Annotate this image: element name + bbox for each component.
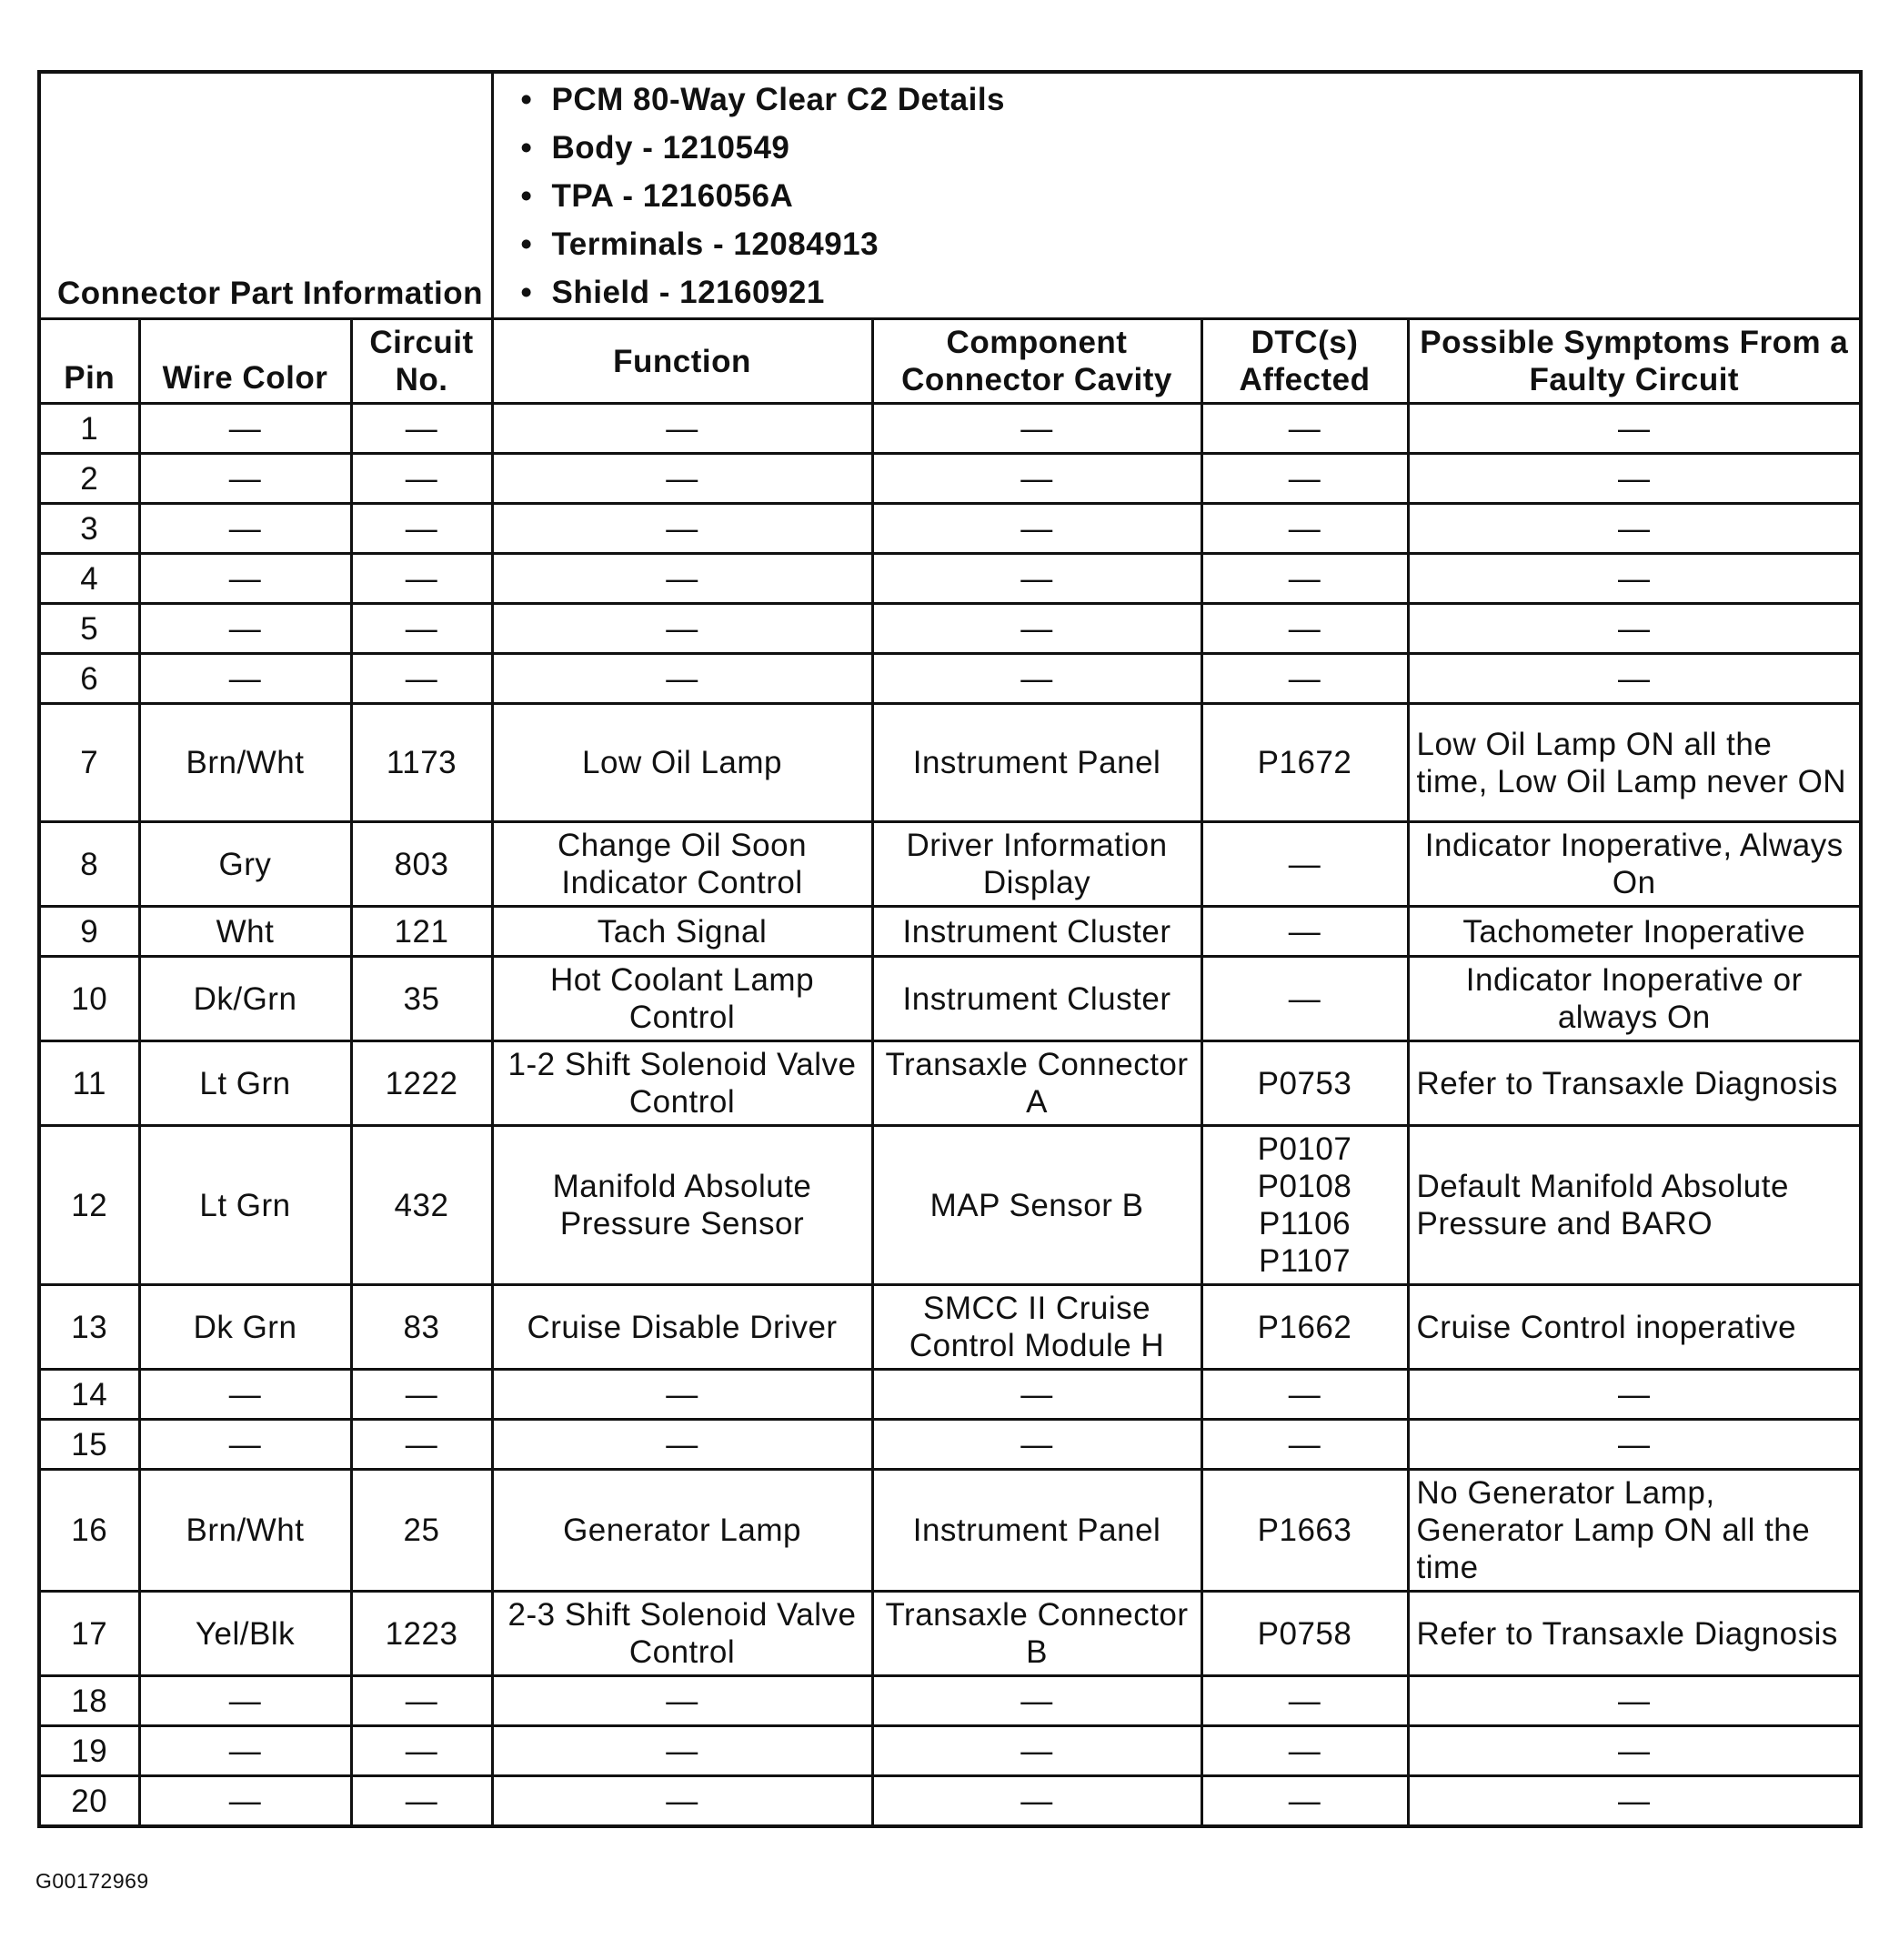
component-cavity-cell: Driver Information Display [872, 822, 1201, 907]
symptoms-cell: Refer to Transaxle Diagnosis [1408, 1041, 1861, 1126]
circuit-no-cell: 35 [351, 957, 492, 1041]
dtc-cell: P1662 [1201, 1285, 1408, 1370]
function-cell: — [492, 604, 872, 654]
dtc-cell: P0758 [1201, 1592, 1408, 1676]
table-row [39, 1676, 1861, 1726]
function-cell: 1-2 Shift Solenoid Valve Control [492, 1041, 872, 1126]
table-row [39, 454, 1861, 504]
symptoms-cell: Tachometer Inoperative [1408, 907, 1861, 957]
dtc-cell: — [1201, 504, 1408, 554]
component-cavity-cell: MAP Sensor B [872, 1126, 1201, 1285]
circuit-no-cell: 83 [351, 1285, 492, 1370]
table-row [39, 504, 1861, 554]
wire-color-cell: Dk Grn [139, 1285, 351, 1370]
function-cell: — [492, 554, 872, 604]
pin-cell: 18 [39, 1676, 139, 1726]
pin-cell: 7 [39, 704, 139, 822]
function-cell: Cruise Disable Driver [492, 1285, 872, 1370]
function-cell: — [492, 504, 872, 554]
dtc-cell: — [1201, 1726, 1408, 1776]
table-row [39, 704, 1861, 822]
pin-cell: 13 [39, 1285, 139, 1370]
function-cell: — [492, 1726, 872, 1776]
symptoms-cell: — [1408, 1776, 1861, 1827]
circuit-no-cell: — [351, 504, 492, 554]
circuit-no-cell: 25 [351, 1470, 492, 1592]
circuit-no-cell: — [351, 554, 492, 604]
function-cell: — [492, 1370, 872, 1420]
symptoms-cell: — [1408, 554, 1861, 604]
table-row [39, 822, 1861, 907]
symptoms-cell: — [1408, 1726, 1861, 1776]
col-header-circuit-no: Circuit No. [351, 319, 492, 404]
wire-color-cell: — [139, 404, 351, 454]
dtc-cell: — [1201, 404, 1408, 454]
function-cell: 2-3 Shift Solenoid Valve Control [492, 1592, 872, 1676]
col-header-pin: Pin [39, 319, 139, 404]
function-cell: — [492, 654, 872, 704]
component-cavity-cell: Instrument Panel [872, 704, 1201, 822]
symptoms-cell: — [1408, 654, 1861, 704]
component-cavity-cell: — [872, 1676, 1201, 1726]
connector-table-sheet [37, 70, 1859, 1828]
circuit-no-cell: 1223 [351, 1592, 492, 1676]
circuit-no-cell: — [351, 654, 492, 704]
figure-id-label: G00172969 [35, 1869, 149, 1893]
connector-details-list [552, 75, 1860, 317]
pin-cell: 19 [39, 1726, 139, 1776]
pin-cell: 11 [39, 1041, 139, 1126]
pin-cell: 14 [39, 1370, 139, 1420]
pin-cell: 9 [39, 907, 139, 957]
pin-cell: 12 [39, 1126, 139, 1285]
pin-cell: 5 [39, 604, 139, 654]
dtc-cell: — [1201, 907, 1408, 957]
wire-color-cell: — [139, 1370, 351, 1420]
circuit-no-cell: 1222 [351, 1041, 492, 1126]
dtc-cell: P1663 [1201, 1470, 1408, 1592]
dtc-cell: — [1201, 1776, 1408, 1827]
function-cell: — [492, 454, 872, 504]
wire-color-cell: Lt Grn [139, 1126, 351, 1285]
pin-cell: 15 [39, 1420, 139, 1470]
symptoms-cell: Indicator Inoperative, Always On [1408, 822, 1861, 907]
wire-color-cell: — [139, 454, 351, 504]
dtc-cell: — [1201, 1370, 1408, 1420]
table-row [39, 1470, 1861, 1592]
pin-cell: 1 [39, 404, 139, 454]
table-row [39, 554, 1861, 604]
component-cavity-cell: — [872, 1776, 1201, 1827]
pin-cell: 17 [39, 1592, 139, 1676]
table-row [39, 654, 1861, 704]
wire-color-cell: Brn/Wht [139, 704, 351, 822]
connector-detail-item: • Terminals - 12084913 [552, 220, 1860, 268]
dtc-cell: — [1201, 1420, 1408, 1470]
wire-color-cell: — [139, 604, 351, 654]
component-cavity-cell: — [872, 1726, 1201, 1776]
wire-color-cell: — [139, 654, 351, 704]
dtc-cell: — [1201, 822, 1408, 907]
table-row [39, 404, 1861, 454]
circuit-no-cell: — [351, 1726, 492, 1776]
symptoms-cell: — [1408, 454, 1861, 504]
symptoms-cell: Low Oil Lamp ON all the time, Low Oil Lamp never ON [1408, 704, 1861, 822]
component-cavity-cell: Instrument Cluster [872, 957, 1201, 1041]
circuit-no-cell: 803 [351, 822, 492, 907]
pin-cell: 20 [39, 1776, 139, 1827]
circuit-no-cell: — [351, 1420, 492, 1470]
dtc-cell: — [1201, 604, 1408, 654]
connector-details-cell [492, 72, 1861, 319]
connector-info-row [39, 72, 1861, 319]
component-cavity-cell: — [872, 654, 1201, 704]
circuit-no-cell: — [351, 1776, 492, 1827]
symptoms-cell: No Generator Lamp, Generator Lamp ON all the time [1408, 1470, 1861, 1592]
circuit-no-cell: 1173 [351, 704, 492, 822]
col-header-wire-color: Wire Color [139, 319, 351, 404]
symptoms-cell: Refer to Transaxle Diagnosis [1408, 1592, 1861, 1676]
circuit-no-cell: — [351, 1370, 492, 1420]
function-cell: Tach Signal [492, 907, 872, 957]
connector-table [37, 70, 1863, 1828]
symptoms-cell: — [1408, 1370, 1861, 1420]
col-header-symptoms: Possible Symptoms From a Faulty Circuit [1408, 319, 1861, 404]
table-row [39, 1041, 1861, 1126]
symptoms-cell: — [1408, 1676, 1861, 1726]
component-cavity-cell: — [872, 554, 1201, 604]
wire-color-cell: — [139, 554, 351, 604]
circuit-no-cell: 432 [351, 1126, 492, 1285]
column-header-row [39, 319, 1861, 404]
function-cell: Low Oil Lamp [492, 704, 872, 822]
function-cell: Generator Lamp [492, 1470, 872, 1592]
dtc-cell: P0107 P0108 P1106 P1107 [1201, 1126, 1408, 1285]
connector-detail-item: • Body - 1210549 [552, 124, 1860, 172]
function-cell: Hot Coolant Lamp Control [492, 957, 872, 1041]
symptoms-cell: — [1408, 404, 1861, 454]
connector-part-info-label: Connector Part Information [39, 72, 492, 319]
wire-color-cell: — [139, 1676, 351, 1726]
pin-cell: 10 [39, 957, 139, 1041]
table-row [39, 907, 1861, 957]
symptoms-cell: Default Manifold Absolute Pressure and BARO [1408, 1126, 1861, 1285]
symptoms-cell: Cruise Control inoperative [1408, 1285, 1861, 1370]
component-cavity-cell: SMCC II Cruise Control Module H [872, 1285, 1201, 1370]
pin-cell: 8 [39, 822, 139, 907]
function-cell: — [492, 1776, 872, 1827]
dtc-cell: P1672 [1201, 704, 1408, 822]
symptoms-cell: Indicator Inoperative or always On [1408, 957, 1861, 1041]
dtc-cell: — [1201, 1676, 1408, 1726]
table-row [39, 1592, 1861, 1676]
circuit-no-cell: — [351, 604, 492, 654]
function-cell: — [492, 404, 872, 454]
table-row [39, 1126, 1861, 1285]
component-cavity-cell: Instrument Panel [872, 1470, 1201, 1592]
col-header-component-cavity: Component Connector Cavity [872, 319, 1201, 404]
function-cell: Manifold Absolute Pressure Sensor [492, 1126, 872, 1285]
connector-detail-item: • PCM 80-Way Clear C2 Details [552, 75, 1860, 124]
function-cell: Change Oil Soon Indicator Control [492, 822, 872, 907]
wire-color-cell: Yel/Blk [139, 1592, 351, 1676]
wire-color-cell: Dk/Grn [139, 957, 351, 1041]
component-cavity-cell: — [872, 454, 1201, 504]
dtc-cell: — [1201, 554, 1408, 604]
col-header-dtcs-affected: DTC(s) Affected [1201, 319, 1408, 404]
circuit-no-cell: — [351, 454, 492, 504]
component-cavity-cell: — [872, 404, 1201, 454]
symptoms-cell: — [1408, 1420, 1861, 1470]
component-cavity-cell: — [872, 1370, 1201, 1420]
dtc-cell: — [1201, 454, 1408, 504]
pin-cell: 16 [39, 1470, 139, 1592]
table-row [39, 1370, 1861, 1420]
circuit-no-cell: — [351, 404, 492, 454]
dtc-cell: P0753 [1201, 1041, 1408, 1126]
function-cell: — [492, 1676, 872, 1726]
connector-detail-item: • TPA - 1216056A [552, 172, 1860, 220]
dtc-cell: — [1201, 957, 1408, 1041]
component-cavity-cell: — [872, 604, 1201, 654]
component-cavity-cell: — [872, 504, 1201, 554]
wire-color-cell: — [139, 1726, 351, 1776]
wire-color-cell: Gry [139, 822, 351, 907]
symptoms-cell: — [1408, 504, 1861, 554]
table-row [39, 1420, 1861, 1470]
wire-color-cell: — [139, 1776, 351, 1827]
pin-cell: 2 [39, 454, 139, 504]
component-cavity-cell: Transaxle Connector B [872, 1592, 1201, 1676]
col-header-function: Function [492, 319, 872, 404]
circuit-no-cell: 121 [351, 907, 492, 957]
component-cavity-cell: Instrument Cluster [872, 907, 1201, 957]
component-cavity-cell: Transaxle Connector A [872, 1041, 1201, 1126]
table-row [39, 1285, 1861, 1370]
function-cell: — [492, 1420, 872, 1470]
table-row [39, 604, 1861, 654]
wire-color-cell: — [139, 1420, 351, 1470]
wire-color-cell: Lt Grn [139, 1041, 351, 1126]
wire-color-cell: — [139, 504, 351, 554]
pin-cell: 6 [39, 654, 139, 704]
circuit-no-cell: — [351, 1676, 492, 1726]
component-cavity-cell: — [872, 1420, 1201, 1470]
dtc-cell: — [1201, 654, 1408, 704]
table-row [39, 1776, 1861, 1827]
table-row [39, 957, 1861, 1041]
wire-color-cell: Wht [139, 907, 351, 957]
wire-color-cell: Brn/Wht [139, 1470, 351, 1592]
connector-detail-item: • Shield - 12160921 [552, 268, 1860, 317]
pin-cell: 3 [39, 504, 139, 554]
table-row [39, 1726, 1861, 1776]
pin-cell: 4 [39, 554, 139, 604]
symptoms-cell: — [1408, 604, 1861, 654]
